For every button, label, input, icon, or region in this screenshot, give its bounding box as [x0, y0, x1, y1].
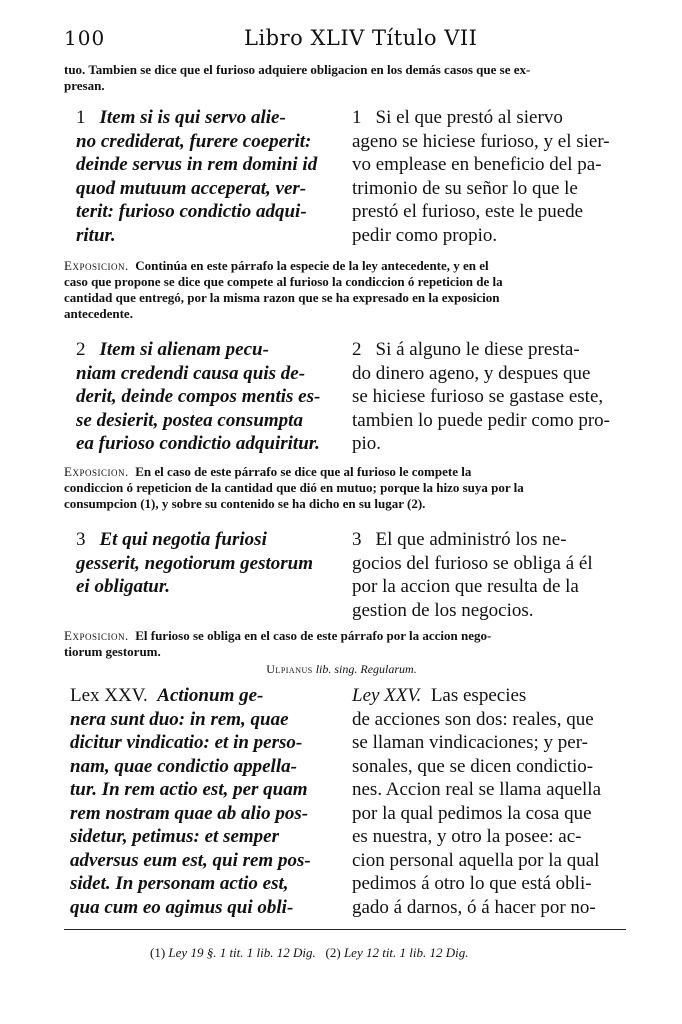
exposition-2	[64, 464, 619, 512]
spanish-line: pedir como propio.	[352, 224, 498, 246]
latin-line: gesserit, negotiorum gestorum	[76, 552, 313, 574]
latin-line: ritur.	[76, 224, 116, 246]
exposition-line: El furioso se obliga en el caso de este párrafo por la accion nego-	[135, 628, 492, 643]
spanish-line: Si á alguno le diese presta-	[375, 339, 580, 360]
spanish-line: tambien lo puede pedir como pro-	[352, 409, 611, 431]
latin-line: rem nostram quae ab alio pos-	[70, 802, 309, 824]
exposition-line: tiorum gestorum.	[64, 644, 161, 659]
source-work: lib. sing. Regularum.	[315, 662, 417, 676]
spanish-line: se hiciese furioso se gastase este,	[352, 386, 604, 407]
latin-text-2	[76, 338, 336, 456]
latin-line: Actionum ge-	[157, 685, 264, 706]
footnote-divider	[64, 929, 626, 930]
latin-line: nera sunt duo: in rem, quae	[70, 708, 289, 730]
latin-line: adversus eum est, qui rem pos-	[70, 849, 311, 871]
latin-line: se desierit, postea consumpta	[76, 409, 303, 431]
latin-line: Et qui negotia furiosi	[99, 529, 267, 550]
exposition-line: consumpcion (1), y sobre su contenido se ha dicho en su lugar (2).	[64, 496, 426, 511]
lex-latin-text	[70, 684, 340, 919]
spanish-line: Las especies	[430, 685, 527, 706]
page-header	[64, 26, 618, 52]
spanish-line: pedimos á otro lo que está obli-	[352, 873, 592, 894]
intro-line: tuo. Tambien se dice que el furioso adquiere obligacion en los demás casos que se ex-	[64, 62, 531, 77]
source-author: Ulpianus	[266, 662, 313, 676]
footnote-mark: (2)	[325, 945, 341, 960]
exposition-3	[64, 628, 619, 660]
lex-heading: Ley XXV.	[352, 685, 422, 706]
footnote-text: Ley 19 §. 1 tit. 1 lib. 12 Dig.	[168, 945, 316, 960]
lex-heading: Lex XXV.	[70, 685, 148, 706]
latin-line: Item si is qui servo alie-	[99, 107, 286, 128]
paragraph-number: 1	[352, 107, 362, 128]
latin-text-1	[76, 106, 336, 247]
spanish-line: gocios del furioso se obliga á él	[352, 552, 593, 574]
exposition-label: Exposicion.	[64, 628, 129, 643]
spanish-line: ageno se hiciese furioso, y el sier-	[352, 130, 610, 152]
latin-line: ea furioso condictio adquiritur.	[76, 433, 320, 454]
spanish-line: sonales, que se dicen condictio-	[352, 755, 594, 777]
spanish-line: Si el que prestó al siervo	[375, 107, 563, 128]
exposition-label: Exposicion.	[64, 464, 129, 479]
spanish-line: pio.	[352, 433, 382, 454]
exposition-line: caso que propone se dice que compete al furioso la condiccion ó repeticion de la	[64, 274, 503, 289]
paragraph-number: 3	[352, 529, 362, 550]
spanish-line: gestion de los negocios.	[352, 599, 534, 621]
exposition-line: En el caso de este párrafo se dice que al furioso le compete la	[135, 464, 472, 479]
paragraph-number: 2	[76, 339, 86, 360]
spanish-text-3	[352, 528, 618, 622]
latin-line: qua cum eo agimus qui obli-	[70, 896, 294, 918]
latin-line: sidet. In personam actio est,	[70, 873, 289, 894]
page-number: 100	[64, 26, 106, 50]
exposition-1	[64, 258, 619, 322]
spanish-line: gado á darnos, ó á hacer por no-	[352, 896, 596, 918]
latin-line: sidetur, petimus: et semper	[70, 826, 279, 847]
exposition-line: Continúa en este párrafo la especie de la ley antecedente, y en el	[135, 258, 489, 273]
spanish-line: se llaman vindicaciones; y per-	[352, 732, 588, 753]
spanish-line: por la qual pedimos la cosa que	[352, 802, 592, 824]
lex-spanish-text	[352, 684, 618, 919]
latin-text-3	[76, 528, 336, 599]
latin-line: terit: furioso condictio adqui-	[76, 201, 307, 222]
spanish-text-2	[352, 338, 618, 456]
latin-line: nam, quae condictio appella-	[70, 755, 297, 777]
spanish-line: de acciones son dos: reales, que	[352, 708, 594, 730]
spanish-line: trimonio de su señor lo que le	[352, 177, 578, 199]
paragraph-number: 3	[76, 529, 86, 550]
spanish-line: nes. Accion real se llama aquella	[352, 779, 602, 800]
latin-line: deinde servus in rem domini id	[76, 154, 318, 175]
spanish-line: es nuestra, y otro la posee: ac-	[352, 826, 582, 847]
spanish-line: cion personal aquella por la qual	[352, 849, 600, 871]
latin-line: ei obligatur.	[76, 576, 170, 597]
spanish-line: por la accion que resulta de la	[352, 576, 579, 597]
spanish-line: vo emplease en beneficio del pa-	[352, 154, 602, 175]
exposition-line: cantidad que entregó, por la misma razon que se ha expresado en la exposicion	[64, 290, 500, 305]
footnote-mark: (1)	[150, 945, 166, 960]
exposition-line: condiccion ó repeticion de la cantidad que dió en mutuo; porque la hizo suya por la	[64, 480, 524, 495]
footnote-text: Ley 12 tit. 1 lib. 12 Dig.	[343, 945, 469, 960]
exposition-label: Exposicion.	[64, 258, 129, 273]
intro-line: presan.	[64, 78, 105, 93]
intro-paragraph	[64, 62, 619, 94]
spanish-text-1	[352, 106, 618, 247]
spanish-line: prestó el furioso, este le puede	[352, 201, 584, 222]
latin-line: derit, deinde compos mentis es-	[76, 386, 321, 407]
paragraph-number: 1	[76, 107, 86, 128]
paragraph-number: 2	[352, 339, 362, 360]
latin-line: Item si alienam pecu-	[99, 339, 269, 360]
running-head: Libro XLIV Título VII	[244, 26, 478, 50]
latin-line: tur. In rem actio est, per quam	[70, 779, 308, 800]
spanish-line: El que administró los ne-	[375, 529, 567, 550]
exposition-line: antecedente.	[64, 306, 133, 321]
latin-line: quod mutuum acceperat, ver-	[76, 177, 307, 199]
footnotes	[150, 945, 469, 961]
latin-line: niam credendi causa quis de-	[76, 362, 306, 384]
spanish-line: do dinero ageno, y despues que	[352, 362, 591, 384]
latin-line: no crediderat, furere coeperit:	[76, 130, 312, 152]
source-caption	[64, 662, 619, 677]
latin-line: dicitur vindicatio: et in perso-	[70, 732, 303, 753]
